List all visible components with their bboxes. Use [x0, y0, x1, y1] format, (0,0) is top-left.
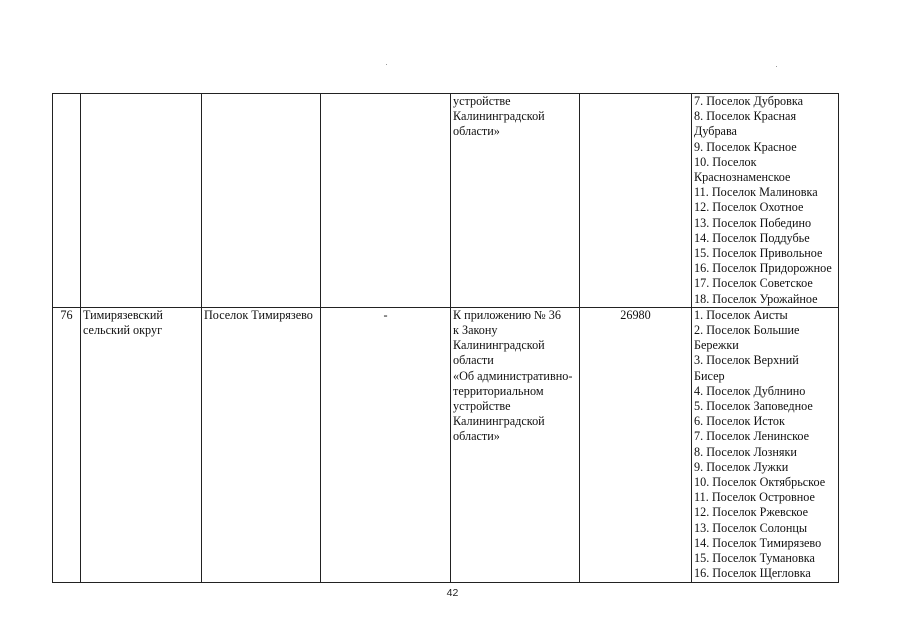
settlement-item: 11. Поселок Малиновка — [694, 185, 818, 200]
settlement-item: 13. Поселок Солонцы — [694, 520, 808, 535]
source-cell — [451, 307, 580, 582]
source-line: Калининградской — [453, 338, 545, 353]
row-number-cell — [53, 94, 81, 308]
settlements-cell — [692, 307, 839, 582]
table-row — [53, 94, 839, 308]
settlement-item: 9. Поселок Красное — [694, 139, 797, 154]
settlement-item: 18. Поселок Урожайное — [694, 291, 818, 306]
settlement-item: 15. Поселок Привольное — [694, 246, 823, 261]
settlement-item: 16. Поселок Щегловка — [694, 566, 811, 581]
dash-cell: - — [321, 307, 451, 582]
source-line: устройстве — [453, 399, 511, 414]
source-line: области» — [453, 124, 500, 139]
page-number: 42 — [446, 587, 459, 599]
settlement-item: 5. Поселок Заповедное — [694, 399, 813, 414]
settlement-item: 7. Поселок Ленинское — [694, 429, 810, 444]
district-line: сельский округ — [83, 323, 163, 338]
settlement-item: 14. Поселок Поддубье — [694, 230, 810, 245]
administrative-center: Поселок Тимирязево — [204, 307, 313, 322]
source-line: Калининградской — [453, 109, 545, 124]
settlement-item: 2. Поселок Большие — [694, 323, 800, 338]
source-line: К приложению № 36 — [453, 307, 561, 322]
settlement-item: Бережки — [694, 338, 739, 353]
district-line: Тимирязевский — [83, 307, 163, 322]
settlement-item: 10. Поселок Октябрьское — [694, 475, 826, 490]
settlement-item: Дубрава — [694, 124, 737, 139]
district-cell — [81, 307, 202, 582]
empty-cell — [321, 94, 451, 308]
settlement-item: 8. Поселок Красная — [694, 109, 797, 124]
source-line: Калининградской — [453, 414, 545, 429]
settlement-item: Краснознаменское — [694, 170, 791, 185]
settlement-item: 16. Поселок Придорожное — [694, 261, 832, 276]
district-cell — [81, 94, 202, 308]
settlements-table — [52, 93, 839, 583]
settlement-item: Бисер — [694, 368, 725, 383]
source-cell — [451, 94, 580, 308]
scan-speck — [386, 64, 387, 65]
settlement-item: 8. Поселок Лозняки — [694, 444, 797, 459]
settlement-item: 1. Поселок Аисты — [694, 307, 788, 322]
source-line: области» — [453, 429, 500, 444]
settlement-item: 17. Поселок Советское — [694, 276, 813, 291]
row-number-cell: 76 — [53, 307, 81, 582]
code-cell — [580, 94, 692, 308]
settlements-cell — [692, 94, 839, 308]
settlement-item: 14. Поселок Тимирязево — [694, 535, 822, 550]
settlement-item: 6. Поселок Исток — [694, 414, 785, 429]
source-line: области — [453, 353, 494, 368]
settlement-item: 3. Поселок Верхний — [694, 353, 799, 368]
settlement-item: 12. Поселок Охотное — [694, 200, 804, 215]
settlement-item: 11. Поселок Островное — [694, 490, 815, 505]
code-cell: 26980 — [580, 307, 692, 582]
center-cell — [202, 307, 321, 582]
scan-speck — [776, 66, 777, 67]
settlement-item: 15. Поселок Тумановка — [694, 551, 815, 566]
settlement-item: 9. Поселок Лужки — [694, 459, 789, 474]
source-line: к Закону — [453, 323, 498, 338]
source-line: территориальном — [453, 383, 544, 398]
source-line: устройстве — [453, 94, 511, 108]
settlement-item: 4. Поселок Дублнино — [694, 383, 806, 398]
settlement-item: 13. Поселок Победино — [694, 215, 812, 230]
settlement-item: 7. Поселок Дубровка — [694, 94, 804, 108]
settlement-item: 10. Поселок — [694, 154, 757, 169]
center-cell — [202, 94, 321, 308]
settlement-item: 12. Поселок Ржевское — [694, 505, 809, 520]
source-line: «Об административно- — [453, 368, 573, 383]
table-row — [53, 307, 839, 582]
